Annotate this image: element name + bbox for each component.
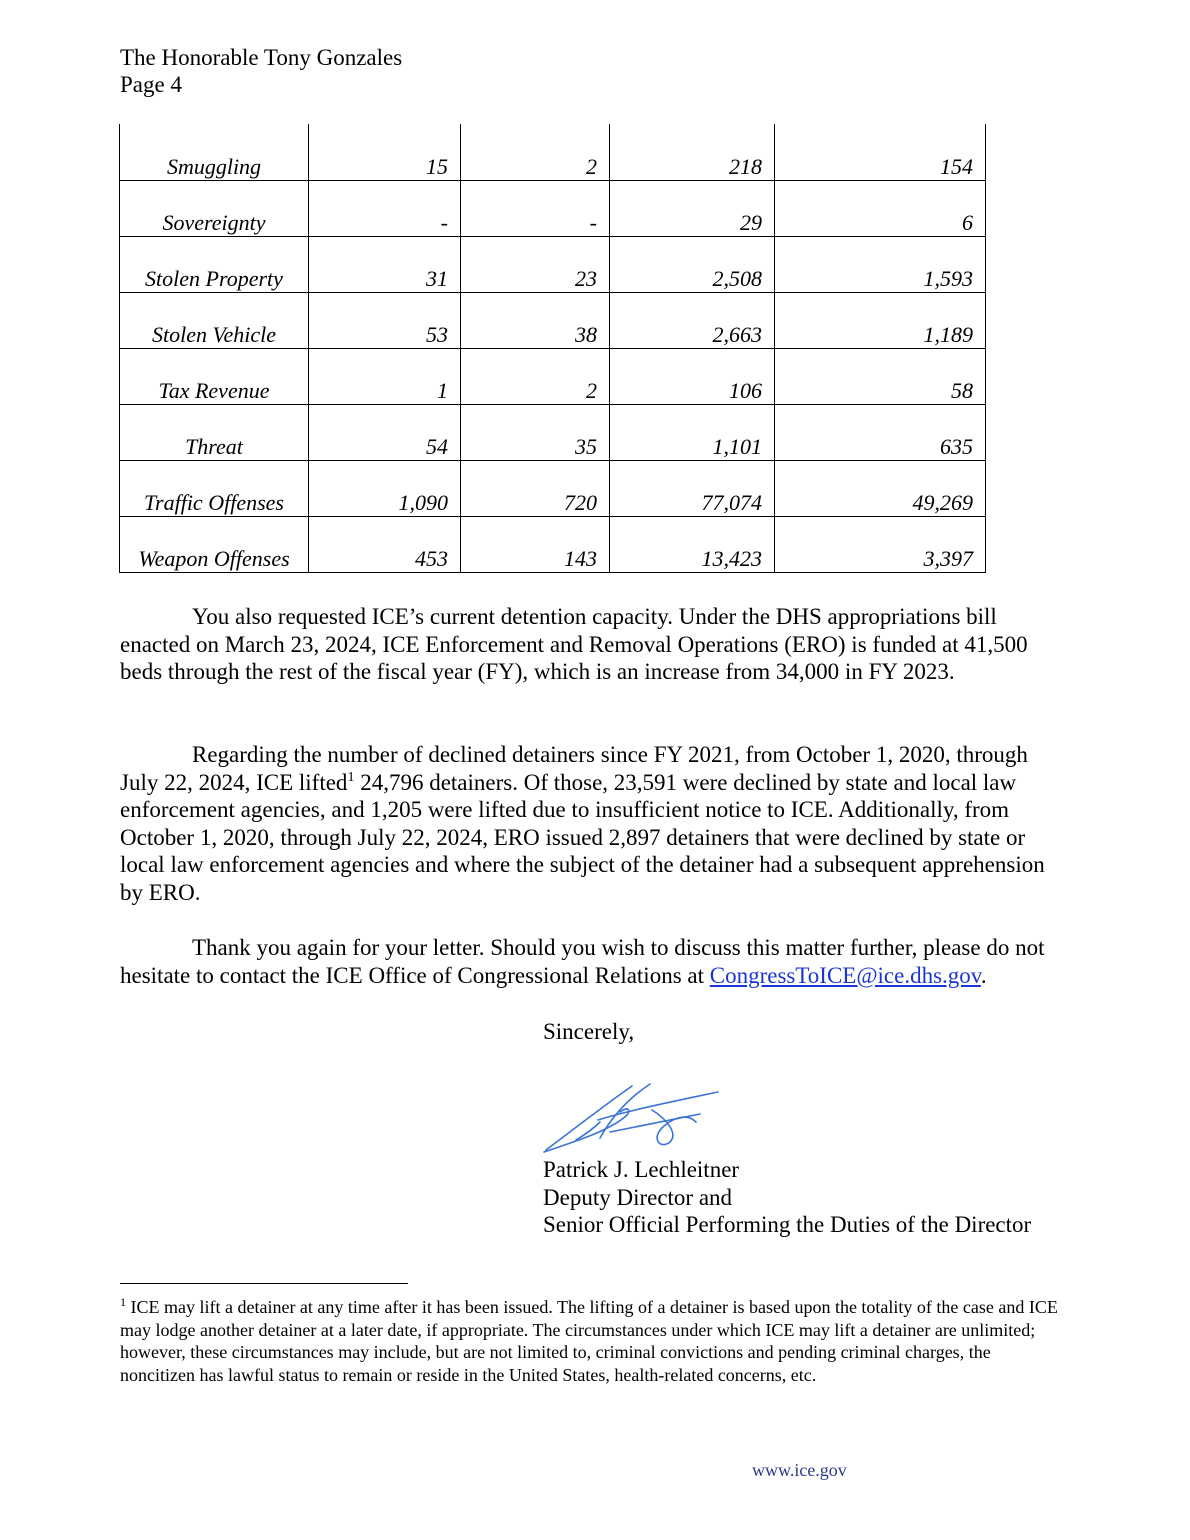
table-cell: 2,663 bbox=[610, 293, 775, 349]
table-row bbox=[120, 181, 986, 237]
offense-label: Weapon Offenses bbox=[120, 517, 309, 573]
paragraph-text: Thank you again for your letter. Should you wish to discuss this matter further, please do not hesitate to contact the ICE Office of Congressional Relations at bbox=[120, 935, 1045, 988]
footer-url: www.ice.gov bbox=[752, 1460, 847, 1480]
table-cell: 106 bbox=[610, 349, 775, 405]
footnote-reference: 1 bbox=[347, 769, 355, 785]
addressee: The Honorable Tony Gonzales bbox=[120, 45, 403, 70]
table-cell: - bbox=[309, 181, 461, 237]
table-cell: 720 bbox=[461, 461, 610, 517]
paragraph-declined-detainers bbox=[120, 741, 1060, 906]
table-cell: 54 bbox=[309, 405, 461, 461]
email-link[interactable]: CongressToICE@ice.dhs.gov bbox=[709, 962, 981, 988]
table-row bbox=[120, 124, 986, 181]
table-row bbox=[120, 293, 986, 349]
offense-label: Traffic Offenses bbox=[120, 461, 309, 517]
table-cell: 143 bbox=[461, 517, 610, 573]
offense-label: Stolen Property bbox=[120, 237, 309, 293]
table-cell: 2 bbox=[461, 349, 610, 405]
offense-label: Threat bbox=[120, 405, 309, 461]
table-cell: 453 bbox=[309, 517, 461, 573]
paragraph-contact bbox=[120, 934, 1060, 989]
table-cell: 31 bbox=[309, 237, 461, 293]
closing-salutation: Sincerely, bbox=[543, 1019, 635, 1044]
letter-header bbox=[120, 44, 402, 98]
table-cell: 58 bbox=[775, 349, 986, 405]
paragraph-detention-capacity bbox=[120, 603, 1060, 686]
page-number: Page 4 bbox=[120, 72, 182, 97]
footnote bbox=[120, 1296, 1060, 1386]
table-cell: 29 bbox=[610, 181, 775, 237]
table-row bbox=[120, 237, 986, 293]
table-cell: 1,593 bbox=[775, 237, 986, 293]
footnote-marker: 1 bbox=[120, 1295, 126, 1309]
table-cell: 2,508 bbox=[610, 237, 775, 293]
signer-title: Senior Official Performing the Duties of the Director bbox=[543, 1212, 1032, 1237]
offense-label: Sovereignty bbox=[120, 181, 309, 237]
paragraph-text: You also requested ICE’s current detention capacity. Under the DHS appropriations bill enacted on March 23, 2024, ICE Enforcement and Removal Operations (ERO) is funded at 41,500 beds through the rest of the fiscal year (FY), which is an increase from 34,000 in FY 2023. bbox=[120, 604, 1028, 684]
table-cell: 15 bbox=[309, 124, 461, 181]
table-row bbox=[120, 349, 986, 405]
signature-block bbox=[543, 1156, 1031, 1239]
signer-name: Patrick J. Lechleitner bbox=[543, 1157, 740, 1182]
table-cell: 23 bbox=[461, 237, 610, 293]
table-cell: 13,423 bbox=[610, 517, 775, 573]
table-cell: 1 bbox=[309, 349, 461, 405]
table-cell: 49,269 bbox=[775, 461, 986, 517]
table-cell: 2 bbox=[461, 124, 610, 181]
table-cell: 3,397 bbox=[775, 517, 986, 573]
offense-label: Smuggling bbox=[120, 124, 309, 181]
table-cell: 635 bbox=[775, 405, 986, 461]
table-cell: 218 bbox=[610, 124, 775, 181]
offense-label: Tax Revenue bbox=[120, 349, 309, 405]
table-cell: 154 bbox=[775, 124, 986, 181]
table-cell: 77,074 bbox=[610, 461, 775, 517]
table-cell: 6 bbox=[775, 181, 986, 237]
table-cell: 38 bbox=[461, 293, 610, 349]
offense-table bbox=[119, 124, 986, 573]
table-row bbox=[120, 517, 986, 573]
table-cell: 1,189 bbox=[775, 293, 986, 349]
paragraph-text: Regarding the number of declined detainers since FY 2021, from October 1, 2020, through July 22, 2024, ICE lifted bbox=[120, 742, 1028, 795]
table-cell: 53 bbox=[309, 293, 461, 349]
paragraph-text: 24,796 detainers. Of those, 23,591 were declined by state and local law enforcement agencies, and 1,205 were lifted due to insufficient notice to ICE. Additionally, from October 1, 2020, through July 22, 2024, ERO issued 2,897 detainers that were declined by state or local law enforcement agencies and where the subject of the detainer had a subsequent apprehension by ERO. bbox=[120, 769, 1045, 905]
footnote-divider bbox=[120, 1283, 408, 1284]
table-row bbox=[120, 461, 986, 517]
footnote-text: ICE may lift a detainer at any time after it has been issued. The lifting of a detainer is based upon the totality of the case and ICE may lodge another detainer at a later date, if appropriate. The circumstances under which ICE may lift a detainer are unlimited; however, these circumstances may include, but are not limited to, criminal convictions and pending criminal charges, the noncitizen has lawful status to remain or reside in the United States, health-related concerns, etc. bbox=[120, 1297, 1058, 1385]
table-cell: - bbox=[461, 181, 610, 237]
paragraph-text: . bbox=[980, 962, 987, 988]
table-cell: 1,101 bbox=[610, 405, 775, 461]
signer-title: Deputy Director and bbox=[543, 1184, 733, 1210]
signature-image bbox=[540, 1080, 730, 1160]
table-cell: 35 bbox=[461, 405, 610, 461]
table-row bbox=[120, 405, 986, 461]
table-cell: 1,090 bbox=[309, 461, 461, 517]
offense-label: Stolen Vehicle bbox=[120, 293, 309, 349]
